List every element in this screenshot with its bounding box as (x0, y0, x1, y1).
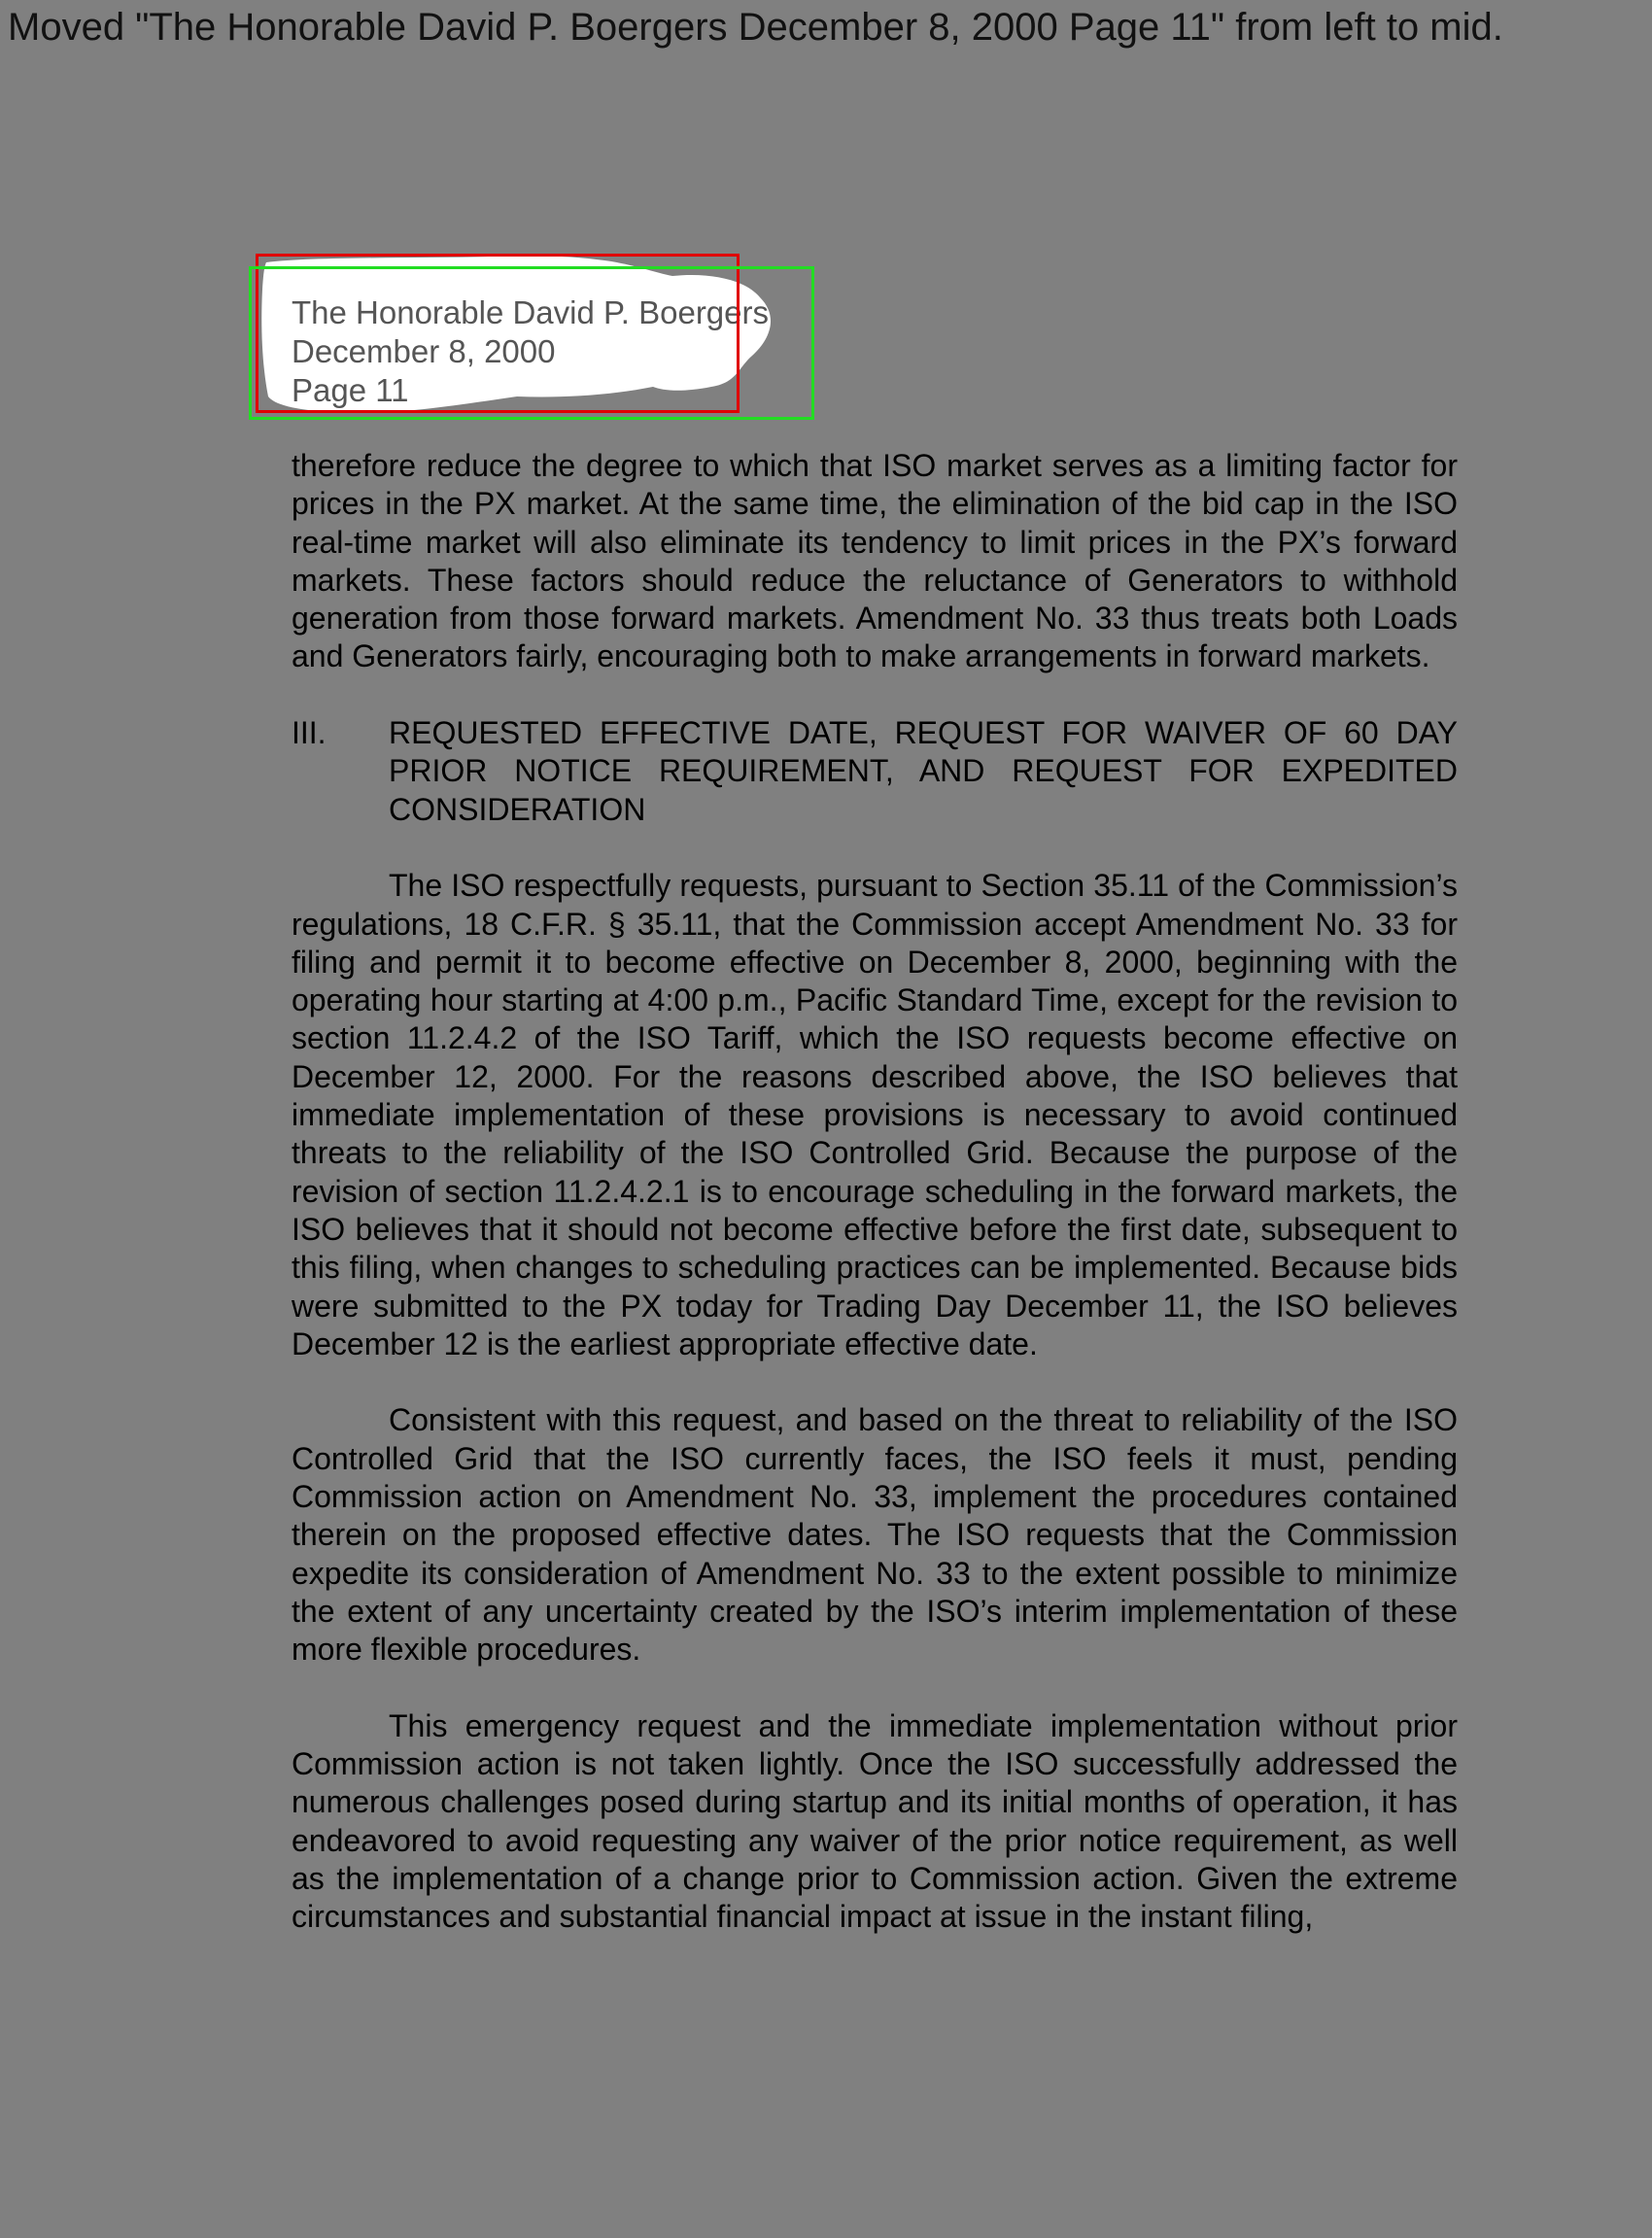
section-title: REQUESTED EFFECTIVE DATE, REQUEST FOR WAIVER OF 60 DAY PRIOR NOTICE REQUIREMENT, AND REQUEST FOR EXPEDITED CONSIDERATION (389, 715, 1458, 827)
paragraph-2: The ISO respectfully requests, pursuant to Section 35.11 of the Commission’s regulations, 18 C.F.R. § 35.11, that the Commission accept Amendment No. 33 for filing and permit it to become effective on December 8, 2000, beginning with the operating hour starting at 4:00 p.m., Pacific Standard Time, except for the revision to section 11.2.4.2 of the ISO Tariff, which the ISO requests become effective on December 12, 2000. For the reasons described above, the ISO believes that immediate implementation of these provisions is necessary to avoid continued threats to the reliability of the ISO Controlled Grid. Because the purpose of the revision of section 11.2.4.2.1 is to encourage scheduling in the forward markets, the ISO believes that it should not become effective before the first date, subsequent to this filing, when changes to scheduling practices can be implemented. Because bids were submitted to the PX today for Trading Day December 11, the ISO believes December 12 is the earliest appropriate effective date. (292, 868, 1458, 1361)
header-page-number: Page 11 (292, 372, 409, 408)
new-position-box (249, 266, 814, 420)
paragraph-1: therefore reduce the degree to which that ISO market serves as a limiting factor for prices in the PX market. At the same time, the elimination of the bid cap in the ISO real-time market will also eliminate its tendency to limit prices in the PX’s forward markets. These factors should reduce the reluctance of Generators to withhold generation from those forward markets. Amendment No. 33 thus treats both Loads and Generators fairly, encouraging both to make arrangements in forward markets. (292, 448, 1458, 674)
paragraph-4: This emergency request and the immediate implementation without prior Commission action is not taken lightly. Once the ISO successfully addressed the numerous challenges posed during startup and its initial months of operation, it has endeavored to avoid requesting any waiver of the prior notice requirement, as well as the implementation of a change prior to Commission action. Given the extreme circumstances and substantial financial impact at issue in the instant filing, (292, 1707, 1458, 1935)
document-body (292, 447, 1458, 1975)
section-number: III. (292, 715, 327, 751)
edit-caption: Moved "The Honorable David P. Boergers December 8, 2000 Page 11" from left to mid. (8, 6, 1503, 49)
header-date: December 8, 2000 (292, 333, 556, 369)
section-heading (292, 714, 1458, 829)
paragraph-3: Consistent with this request, and based on the threat to reliability of the ISO Controlled Grid that the ISO currently faces, the ISO feels it must, pending Commission action on Amendment No. 33, implement the procedures contained therein on the proposed effective dates. The ISO requests that the Commission expedite its consideration of Amendment No. 33 to the extent possible to minimize the extent of any uncertainty created by the ISO’s interim implementation of these more flexible procedures. (292, 1402, 1458, 1668)
header-addressee: The Honorable David P. Boergers (292, 294, 770, 330)
